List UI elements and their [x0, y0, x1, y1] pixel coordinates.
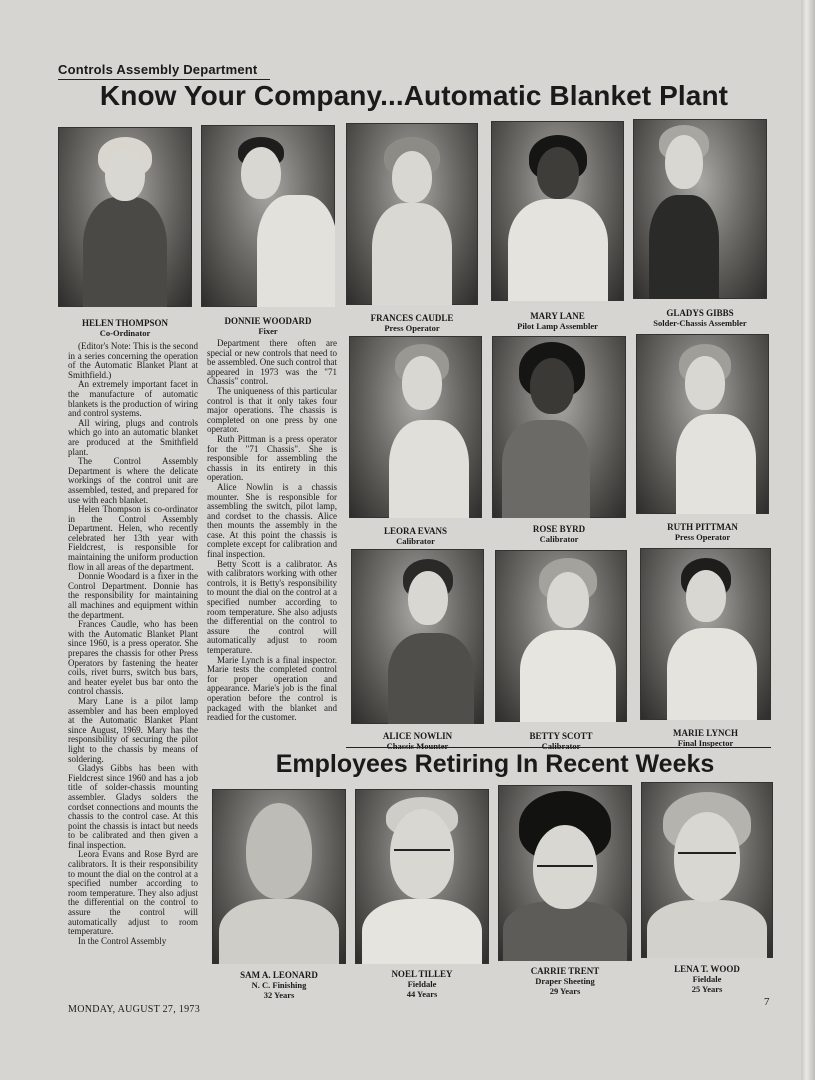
article-paragraph: Mary Lane is a pilot lamp assembler and has been employed at the Automatic Blanket Plant since August, 1969. Mary has the responsibility of securing the pilot light to the chassis by means of soldering. — [68, 695, 198, 764]
photo-ruth-pittman — [636, 334, 769, 514]
person-name: ROSE BYRD — [532, 524, 586, 534]
person-title: Co-Ordinator — [99, 328, 151, 338]
person-title: Final Inspector — [677, 738, 734, 748]
person-name: GLADYS GIBBS — [666, 308, 734, 318]
article-paragraph: An extremely important facet in the manufacture of automatic blankets is the production of wiring and control systems. — [68, 379, 198, 419]
person-title: Calibrator — [396, 536, 435, 546]
article-paragraph: The Control Assembly Department is where the delicate workings of the control unit are assembled, tested, and prepared for use with each blanket. — [68, 456, 198, 505]
person-name: LEORA EVANS — [383, 526, 448, 536]
caption-betty-scott — [495, 731, 627, 751]
caption-carrie-trent — [498, 966, 632, 996]
caption-noel-tilley — [355, 969, 489, 999]
photo-carrie-trent — [498, 785, 632, 961]
person-name: DONNIE WOODARD — [224, 316, 312, 326]
caption-gladys-gibbs — [633, 308, 767, 328]
section-label: Controls Assembly Department — [58, 62, 258, 77]
glasses-icon — [678, 852, 736, 858]
person-name: MARIE LYNCH — [673, 728, 738, 738]
retiree-years: 29 Years — [549, 986, 581, 996]
article-paragraph: Betty Scott is a calibrator. As with calibrators working with other controls, it is Betty's responsibility to mount the dial on the control at a specified number according to room temperature. She also adjusts the differential on the control to assure the control will automatically adjust to room temperature. — [207, 558, 337, 655]
retiree-name: NOEL TILLEY — [391, 969, 453, 979]
retiree-dept: Fieldale — [407, 979, 437, 989]
photo-lena-wood — [641, 782, 773, 958]
person-title: Press Operator — [384, 323, 440, 333]
person-name: MARY LANE — [530, 311, 585, 321]
caption-marie-lynch — [640, 728, 771, 748]
page-edge — [801, 0, 815, 1080]
photo-donnie-woodard — [201, 125, 335, 307]
photo-noel-tilley — [355, 789, 489, 964]
section-divider — [346, 747, 771, 748]
person-name: HELEN THOMPSON — [81, 318, 169, 328]
caption-leora-evans — [349, 526, 482, 546]
caption-donnie-woodard — [201, 316, 335, 336]
person-title: Calibrator — [541, 741, 581, 751]
photo-leora-evans — [349, 336, 482, 518]
photo-marie-lynch — [640, 548, 771, 720]
caption-rose-byrd — [492, 524, 626, 544]
photo-rose-byrd — [492, 336, 626, 518]
retiree-name: SAM A. LEONARD — [240, 970, 318, 980]
person-title: Fixer — [258, 326, 278, 336]
retiree-dept: N. C. Finishing — [251, 980, 307, 990]
person-name: ALICE NOWLIN — [382, 731, 453, 741]
retiree-name: LENA T. WOOD — [674, 964, 740, 974]
footer-date: MONDAY, AUGUST 27, 1973 — [68, 1004, 201, 1015]
person-title: Calibrator — [539, 534, 579, 544]
article-paragraph: The uniqueness of this particular control is that it only takes four major operations. The chassis is completed on one press by one operator. — [207, 385, 337, 435]
article-column-1 — [68, 342, 198, 1000]
glasses-icon — [537, 865, 593, 871]
article-paragraph: Alice Nowlin is a chassis mounter. She is responsible for assembling the switch, pilot lamp, and cordset to the chassis. Alice then mounts the assembly in the case. At this point the chassis is complete except for calibration and final inspection. — [207, 481, 337, 560]
page-headline: Know Your Company...Automatic Blanket Plant — [99, 80, 729, 111]
photo-helen-thompson — [58, 127, 192, 307]
article-paragraph: Leora Evans and Rose Byrd are calibrators. It is their responsibility to mount the dial on the control at a specified number according to room temperature. They also adjust the differential on the control to assure the control will automatically adjust to room temperature. — [68, 849, 198, 937]
article-paragraph: All wiring, plugs and controls which go into an automatic blanket are produced at the Smithfield plant. — [68, 417, 198, 457]
caption-sam-leonard — [212, 970, 346, 1000]
caption-mary-lane — [491, 311, 624, 331]
person-title: Press Operator — [674, 532, 731, 542]
caption-helen-thompson — [58, 318, 192, 338]
photo-alice-nowlin — [351, 549, 484, 724]
article-paragraph: Ruth Pittman is a press operator for the "71 Chassis". She is responsible for assembling the chassis in its entirety in this operation. — [207, 433, 337, 483]
person-title: Chassis Mounter — [386, 741, 449, 751]
person-title: Solder-Chassis Assembler — [653, 318, 747, 328]
retiree-years: 25 Years — [691, 984, 723, 994]
article-paragraph: (Editor's Note: This is the second in a series concerning the operation of the Automatic Blanket Plant at Smithfield.) — [68, 342, 198, 380]
person-name: BETTY SCOTT — [529, 731, 593, 741]
article-paragraph: Marie Lynch is a final inspector. Marie tests the completed control for proper operation and appearance. Marie's job is the final operation before the control is packaged with the blanket and readied for the customer. — [207, 654, 337, 723]
article-paragraph: Frances Caudle, who has been with the Automatic Blanket Plant since 1960, is a press operator. She prepares the chassis for other Press Operators by fastening the heater coils, rivet burrs, switch bus bars, and heater eyelet bus bar onto the control chassis. — [68, 619, 198, 697]
caption-ruth-pittman — [636, 522, 769, 542]
caption-lena-wood — [641, 964, 773, 994]
retiree-name: CARRIE TRENT — [530, 966, 600, 976]
caption-alice-nowlin — [351, 731, 484, 751]
retiree-dept: Draper Sheeting — [535, 976, 595, 986]
photo-betty-scott — [495, 550, 627, 722]
article-paragraph: Donnie Woodard is a fixer in the Control Department. Donnie has the responsibility for maintaining all machines and equipment within the department. — [68, 571, 198, 620]
photo-sam-leonard — [212, 789, 346, 964]
glasses-icon — [394, 849, 450, 855]
photo-mary-lane — [491, 121, 624, 301]
article-paragraph: Gladys Gibbs has been with Fieldcrest since 1960 and has a job title of solder-chassis mounting assembler. Gladys solders the cordset connections and mounts the chassis to the control case. At this point the chassis is intact but needs to be calibrated and then given a final inspection. — [68, 763, 198, 850]
person-name: FRANCES CAUDLE — [370, 313, 454, 323]
retiree-years: 44 Years — [406, 989, 438, 999]
article-column-2 — [207, 339, 337, 745]
person-title: Pilot Lamp Assembler — [517, 321, 598, 331]
retiree-years: 32 Years — [263, 990, 295, 1000]
caption-frances-caudle — [346, 313, 478, 333]
photo-frances-caudle — [346, 123, 478, 305]
article-paragraph: Department there often are special or new controls that need to be assembled. One such control that appeared in 1973 was the "71 Chassis" control. — [207, 339, 337, 387]
photo-gladys-gibbs — [633, 119, 767, 299]
article-paragraph: In the Control Assembly — [78, 935, 167, 946]
retiree-dept: Fieldale — [692, 974, 722, 984]
person-name: RUTH PITTMAN — [667, 522, 738, 532]
retirees-headline: Employees Retiring In Recent Weeks — [275, 750, 715, 778]
article-paragraph: Helen Thompson is co-ordinator in the Control Assembly Department. Helen, who recently celebrated her 13th year with Fieldcrest, is responsible for maintaining the uniform production flow in all areas of the department. — [68, 504, 198, 572]
page-number: 7 — [764, 996, 770, 1008]
